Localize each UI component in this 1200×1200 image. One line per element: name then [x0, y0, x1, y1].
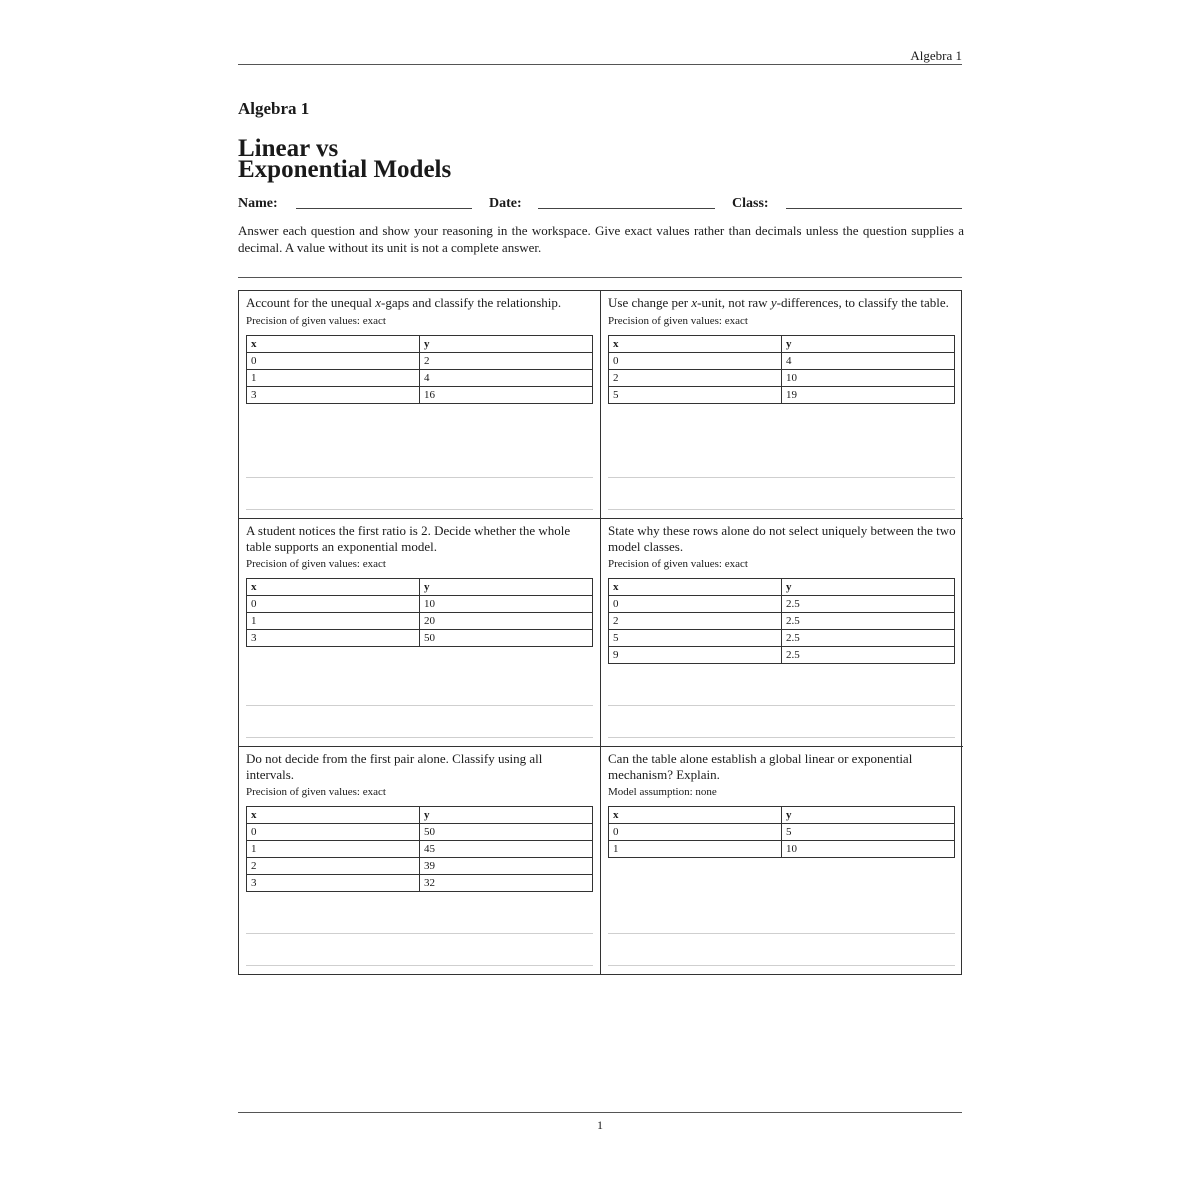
workspace-line[interactable]: [246, 705, 593, 706]
column-header: y: [782, 579, 955, 596]
table-row: [609, 841, 955, 858]
table-cell: 16: [420, 386, 593, 403]
workspace-line[interactable]: [608, 705, 955, 706]
table-header-row: [247, 807, 593, 824]
title-line-2: Exponential Models: [238, 156, 452, 183]
problem-prompt: Account for the unequal x-gaps and classify the relationship.: [246, 295, 562, 310]
title-line-1: Linear vs: [238, 135, 339, 162]
table-cell: 10: [782, 369, 955, 386]
table-cell: 0: [247, 596, 420, 613]
table-row: [609, 352, 955, 369]
table-cell: 3: [247, 630, 420, 647]
table-row: [609, 613, 955, 630]
table-row: [247, 841, 593, 858]
problem-grid: [238, 290, 962, 975]
table-header-row: [247, 579, 593, 596]
workspace-line[interactable]: [246, 509, 593, 510]
table-cell: 4: [420, 369, 593, 386]
running-header: Algebra 1: [910, 48, 962, 63]
table-cell: 0: [247, 824, 420, 841]
table-row: [247, 613, 593, 630]
table-cell: 1: [247, 369, 420, 386]
table-cell: 50: [420, 824, 593, 841]
table-row: [247, 596, 593, 613]
problem-cell-2: [601, 291, 963, 519]
table-cell: 5: [782, 824, 955, 841]
workspace-line[interactable]: [608, 933, 955, 934]
problem-prompt: A student notices the first ratio is 2. Decide whether the whole table supports an exponential model.: [246, 523, 571, 554]
table-header-row: [609, 579, 955, 596]
table-cell: 2: [247, 858, 420, 875]
problem-prompt: Do not decide from the first pair alone. Classify using all intervals.: [246, 751, 543, 782]
table-cell: 45: [420, 841, 593, 858]
table-row: [609, 596, 955, 613]
column-header: y: [782, 335, 955, 352]
table-header-row: [247, 335, 593, 352]
column-header: x: [609, 335, 782, 352]
class-field[interactable]: [786, 208, 962, 209]
table-header-row: [609, 335, 955, 352]
value-table: [246, 335, 593, 404]
date-label: Date:: [489, 196, 522, 211]
problem-note: Precision of given values: exact: [608, 314, 748, 327]
value-table: [608, 335, 955, 404]
problem-note: Precision of given values: exact: [246, 558, 386, 570]
table-cell: 50: [420, 630, 593, 647]
workspace-line[interactable]: [608, 965, 955, 966]
instructions: Answer each question and show your reasoning in the workspace. Give exact values rather than decimals unless the question supplies a decimal. A value without its unit is not a complete answer.: [238, 223, 964, 255]
problem-prompt: Use change per x-unit, not raw y-differences, to classify the table.: [608, 295, 949, 310]
table-cell: 1: [247, 841, 420, 858]
instructions-rule: [238, 277, 962, 278]
table-cell: 10: [782, 841, 955, 858]
workspace-line[interactable]: [608, 509, 955, 510]
column-header: x: [247, 579, 420, 596]
column-header: x: [609, 807, 782, 824]
problem-cell-6: [601, 747, 963, 975]
table-row: [609, 824, 955, 841]
problem-prompt: Can the table alone establish a global linear or exponential mechanism? Explain.: [608, 751, 913, 782]
workspace-line[interactable]: [608, 477, 955, 478]
table-cell: 10: [420, 596, 593, 613]
table-cell: 2.5: [782, 630, 955, 647]
problem-cell-5: [239, 747, 601, 975]
column-header: y: [420, 807, 593, 824]
table-cell: 3: [247, 875, 420, 892]
problem-cell-1: [239, 291, 601, 519]
table-cell: 19: [782, 386, 955, 403]
column-header: x: [247, 807, 420, 824]
problem-note: Model assumption: none: [608, 786, 717, 798]
name-field[interactable]: [296, 208, 472, 209]
student-info-row: [238, 196, 962, 216]
column-header: x: [609, 579, 782, 596]
table-cell: 39: [420, 858, 593, 875]
worksheet-title: [238, 135, 452, 183]
table-cell: 32: [420, 875, 593, 892]
table-cell: 3: [247, 386, 420, 403]
workspace-line[interactable]: [246, 965, 593, 966]
workspace-line[interactable]: [246, 737, 593, 738]
table-row: [609, 386, 955, 403]
value-table: [246, 806, 593, 892]
table-cell: 2.5: [782, 596, 955, 613]
table-row: [247, 352, 593, 369]
workspace-line[interactable]: [246, 933, 593, 934]
table-cell: 5: [609, 630, 782, 647]
table-cell: 2: [420, 352, 593, 369]
table-cell: 1: [247, 613, 420, 630]
table-cell: 0: [609, 596, 782, 613]
value-table: [246, 578, 593, 647]
table-row: [247, 858, 593, 875]
table-cell: 2: [609, 369, 782, 386]
table-cell: 2.5: [782, 647, 955, 664]
table-cell: 2: [609, 613, 782, 630]
table-row: [247, 875, 593, 892]
table-row: [609, 630, 955, 647]
column-header: x: [247, 335, 420, 352]
table-row: [247, 630, 593, 647]
table-cell: 9: [609, 647, 782, 664]
problem-note: Precision of given values: exact: [246, 314, 386, 327]
column-header: y: [420, 579, 593, 596]
table-cell: 5: [609, 386, 782, 403]
value-table: [608, 806, 955, 858]
problem-note: Precision of given values: exact: [246, 786, 386, 798]
table-row: [609, 647, 955, 664]
footer-rule: [238, 1112, 962, 1113]
column-header: y: [782, 807, 955, 824]
table-row: [247, 386, 593, 403]
page-number: 1: [597, 1118, 603, 1132]
workspace-line[interactable]: [608, 737, 955, 738]
problem-cell-4: [601, 519, 963, 747]
date-field[interactable]: [538, 208, 715, 209]
value-table: [608, 578, 955, 664]
table-cell: 2.5: [782, 613, 955, 630]
column-header: y: [420, 335, 593, 352]
subject-heading: Algebra 1: [238, 99, 310, 118]
table-cell: 0: [609, 824, 782, 841]
table-row: [609, 369, 955, 386]
table-cell: 0: [247, 352, 420, 369]
table-cell: 0: [609, 352, 782, 369]
table-row: [247, 369, 593, 386]
problem-note: Precision of given values: exact: [608, 558, 748, 570]
table-header-row: [609, 807, 955, 824]
problem-prompt: State why these rows alone do not select uniquely between the two model classes.: [608, 523, 956, 554]
header-rule: [238, 64, 962, 65]
table-row: [247, 824, 593, 841]
workspace-line[interactable]: [246, 477, 593, 478]
problem-cell-3: [239, 519, 601, 747]
table-cell: 1: [609, 841, 782, 858]
table-cell: 4: [782, 352, 955, 369]
class-label: Class:: [732, 196, 769, 211]
table-cell: 20: [420, 613, 593, 630]
name-label: Name:: [238, 196, 278, 211]
